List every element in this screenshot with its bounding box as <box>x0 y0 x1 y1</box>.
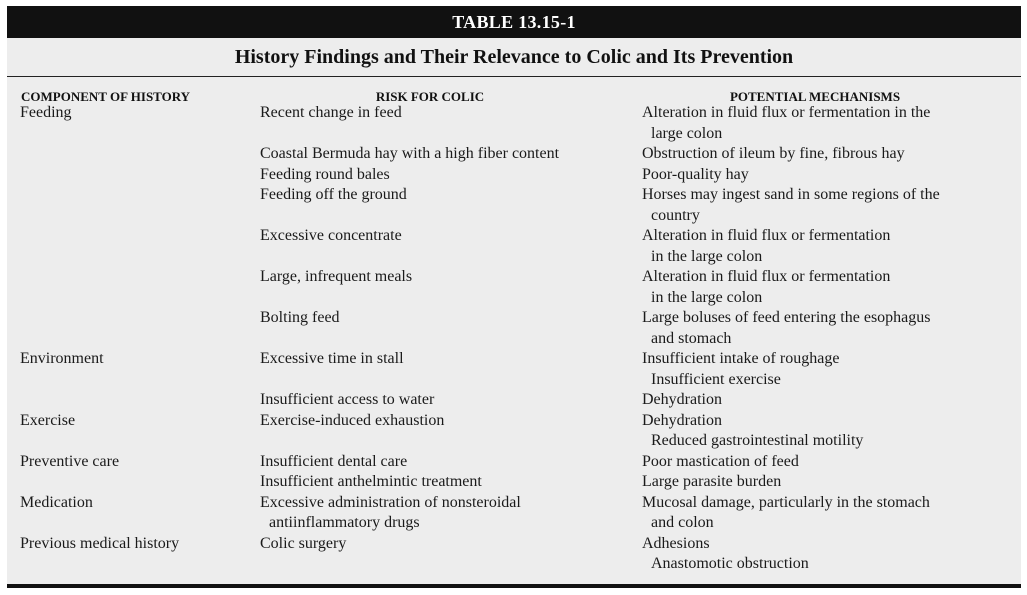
header-mechanisms: POTENTIAL MECHANISMS <box>729 89 901 104</box>
risk-cell <box>260 103 638 124</box>
mechanism-cell-line: large colon <box>651 124 723 142</box>
table-row <box>7 267 1021 308</box>
risk-cell-line: Excessive administration of nonsteroidal <box>260 493 521 511</box>
table-row <box>7 226 1021 267</box>
mechanism-cell <box>642 390 1017 411</box>
mechanism-cell <box>642 185 1017 226</box>
mechanism-cell-line: Insufficient exercise <box>651 370 781 388</box>
risk-cell <box>260 452 638 473</box>
mechanism-cell <box>642 267 1017 308</box>
mechanism-cell <box>642 349 1017 390</box>
mechanism-cell-line: Reduced gastrointestinal motility <box>651 432 864 449</box>
table-row <box>7 308 1021 349</box>
risk-cell-line: Exercise-induced exhaustion <box>260 411 445 429</box>
risk-cell-line: Bolting feed <box>260 309 340 326</box>
mechanism-cell-line: Alteration in fluid flux or fermentation <box>642 268 891 285</box>
mechanism-cell-line: Mucosal damage, particularly in the stomach <box>642 493 930 511</box>
mechanism-cell-line: Insufficient intake of roughage <box>642 350 840 367</box>
component-cell: Preventive care <box>20 452 120 470</box>
mechanism-cell <box>642 226 1017 267</box>
risk-cell <box>260 390 638 411</box>
risk-cell <box>260 226 638 247</box>
mechanism-cell-line: Poor mastication of feed <box>642 452 799 470</box>
table-row <box>7 472 1021 493</box>
mechanism-cell <box>642 472 1017 493</box>
table-row <box>7 534 1021 575</box>
risk-cell-line: antiinflammatory drugs <box>269 514 420 531</box>
mechanism-cell-line: Poor-quality hay <box>642 165 749 183</box>
component-cell: Environment <box>20 350 104 367</box>
mechanism-cell-line: Adhesions <box>642 534 710 552</box>
table-caption: History Findings and Their Relevance to Colic and Its Prevention <box>7 38 1021 77</box>
risk-cell <box>260 493 638 534</box>
component-cell: Previous medical history <box>20 534 180 552</box>
risk-cell-line: Recent change in feed <box>260 104 402 121</box>
table-row <box>7 493 1021 534</box>
mechanism-cell-line: Large parasite burden <box>642 473 782 490</box>
table-row <box>7 103 1021 144</box>
risk-cell-line: Coastal Bermuda hay with a high fiber content <box>260 145 560 162</box>
table-row <box>7 144 1021 165</box>
risk-cell <box>260 144 638 165</box>
risk-cell <box>260 267 638 288</box>
risk-cell-line: Insufficient anthelmintic treatment <box>260 473 482 490</box>
table-body <box>7 103 1021 575</box>
bottom-rule <box>7 584 1021 588</box>
mechanism-cell <box>642 308 1017 349</box>
risk-cell-line: Feeding off the ground <box>260 186 407 203</box>
risk-cell <box>260 165 638 186</box>
table-row <box>7 349 1021 390</box>
table-row <box>7 452 1021 473</box>
mechanism-cell-line: and stomach <box>651 329 732 347</box>
table-row <box>7 390 1021 411</box>
risk-cell-line: Insufficient access to water <box>260 391 435 408</box>
risk-cell <box>260 534 638 555</box>
mechanism-cell-line: country <box>651 206 700 224</box>
component-cell: Exercise <box>20 411 76 429</box>
mechanism-cell <box>642 103 1017 144</box>
column-headers <box>7 77 1021 103</box>
mechanism-cell-line: Obstruction of ileum by fine, fibrous hay <box>642 145 905 162</box>
risk-cell-line: Colic surgery <box>260 534 347 552</box>
header-component: COMPONENT OF HISTORY <box>21 89 191 104</box>
table-frame <box>7 6 1021 588</box>
risk-cell <box>260 411 638 432</box>
risk-cell-line: Excessive concentrate <box>260 227 402 244</box>
mechanism-cell <box>642 493 1017 534</box>
mechanism-cell <box>642 411 1017 452</box>
mechanism-cell-line: Dehydration <box>642 391 722 408</box>
table-row <box>7 411 1021 452</box>
risk-cell <box>260 472 638 493</box>
mechanism-cell-line: in the large colon <box>651 247 763 265</box>
mechanism-cell <box>642 452 1017 473</box>
risk-cell <box>260 349 638 370</box>
table-number: TABLE 13.15-1 <box>7 6 1021 38</box>
mechanism-cell-line: and colon <box>651 514 714 531</box>
mechanism-cell <box>642 144 1017 165</box>
mechanism-cell-line: Anastomotic obstruction <box>651 555 809 572</box>
risk-cell-line: Feeding round bales <box>260 165 390 183</box>
table-row <box>7 185 1021 226</box>
risk-cell-line: Excessive time in stall <box>260 350 404 367</box>
table-row <box>7 165 1021 186</box>
mechanism-cell-line: Alteration in fluid flux or fermentation in the <box>642 104 931 121</box>
mechanism-cell-line: Dehydration <box>642 411 722 429</box>
mechanism-cell-line: Alteration in fluid flux or fermentation <box>642 227 891 244</box>
component-cell: Feeding <box>20 104 72 121</box>
risk-cell-line: Insufficient dental care <box>260 452 408 470</box>
risk-cell <box>260 185 638 206</box>
risk-cell <box>260 308 638 329</box>
mechanism-cell-line: Horses may ingest sand in some regions of the <box>642 186 940 203</box>
component-cell: Medication <box>20 493 93 511</box>
mechanism-cell <box>642 534 1017 575</box>
risk-cell-line: Large, infrequent meals <box>260 268 413 285</box>
mechanism-cell <box>642 165 1017 186</box>
mechanism-cell-line: in the large colon <box>651 288 763 306</box>
mechanism-cell-line: Large boluses of feed entering the esophagus <box>642 309 931 326</box>
header-risk: RISK FOR COLIC <box>375 89 485 104</box>
